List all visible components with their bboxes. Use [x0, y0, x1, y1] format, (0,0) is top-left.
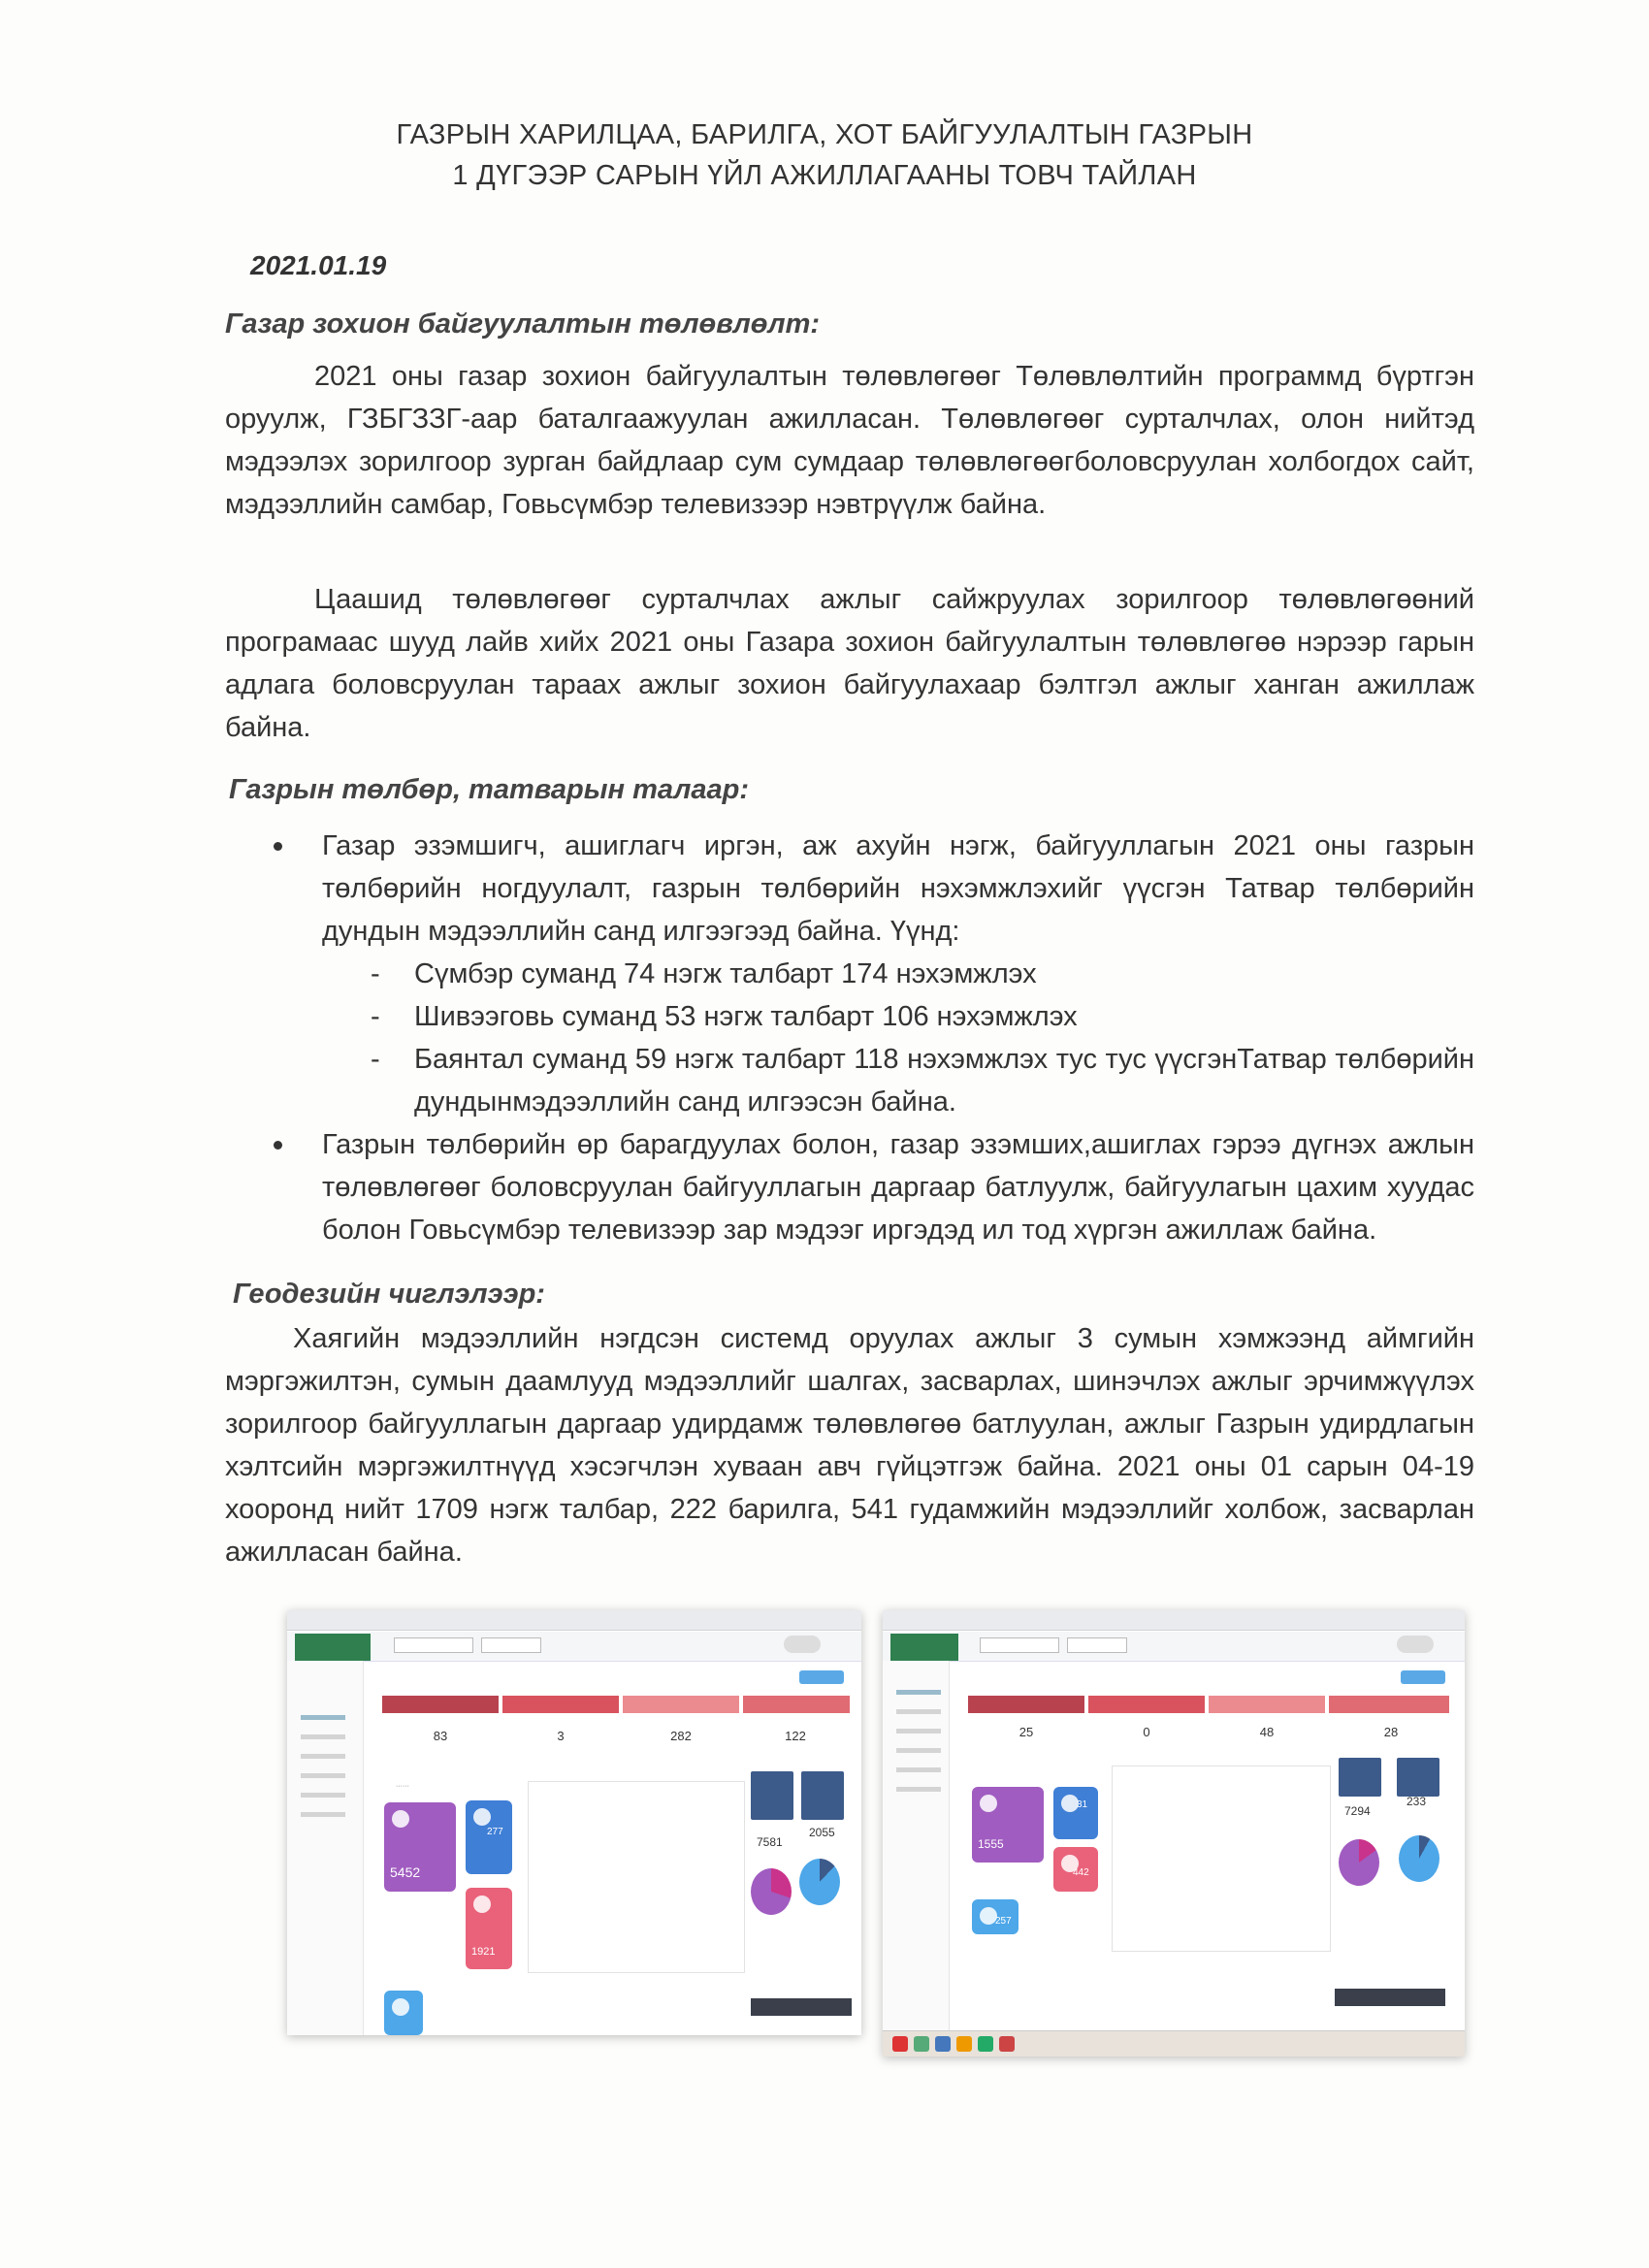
kpi-header: [1088, 1696, 1205, 1713]
summary-tile: [972, 1899, 1018, 1934]
kpi-header: [968, 1696, 1084, 1713]
tile-value: 442: [1073, 1867, 1089, 1878]
title-line-2: 1 ДҮГЭЭР САРЫН ҮЙЛ АЖИЛЛАГААНЫ ТОВЧ ТАЙЛАН: [452, 160, 1197, 191]
filter-select: [394, 1637, 473, 1653]
browser-tab-bar: [287, 1610, 861, 1631]
kpi-header: [1209, 1696, 1325, 1713]
dash-item: [322, 953, 1474, 995]
app-icon: [956, 2036, 972, 2052]
dashboard-screenshot-2: [883, 1610, 1465, 2057]
side-value: 7581: [757, 1835, 783, 1849]
avatar: [784, 1636, 821, 1653]
app-icon: [978, 2036, 993, 2052]
payments-bullet-list: [225, 825, 1474, 1251]
summary-tile: [384, 1991, 423, 2035]
kpi-header: [743, 1696, 850, 1713]
tile-value: 1921: [471, 1946, 496, 1958]
sidebar-item: [896, 1787, 941, 1792]
tile-value: 5452: [390, 1864, 421, 1880]
dash-text: Баянтал суманд 59 нэгж талбарт 118 нэхэмжлэх тус тус үүсгэнТатвар төлбөрийн дундынмэдээллийн санд илгээсэн байна.: [414, 1044, 1474, 1118]
tile-value: 277: [487, 1827, 503, 1837]
side-value: 233: [1406, 1795, 1427, 1808]
dashboard-header: [883, 1632, 1465, 1662]
summary-tile: [1053, 1787, 1098, 1839]
dashboard-button: [1401, 1670, 1445, 1684]
browser-tab-bar: [883, 1610, 1465, 1631]
section-heading-payments: Газрын төлбөр, татварын талаар:: [229, 774, 750, 805]
windows-taskbar: [883, 2030, 1465, 2057]
tile-value: 257: [995, 1916, 1012, 1927]
home-icon: [392, 1998, 409, 2016]
filter-select: [980, 1637, 1059, 1653]
tile-value: 1555: [978, 1837, 1004, 1851]
summary-tile: [384, 1802, 456, 1892]
avatar: [1397, 1636, 1434, 1653]
sidebar-item: [301, 1754, 345, 1759]
kpi-header: [382, 1696, 499, 1713]
kpi-header: [623, 1696, 739, 1713]
list-icon: [473, 1895, 491, 1913]
filter-select: [1067, 1637, 1127, 1653]
bullet-icon: [274, 842, 282, 851]
bullet-item: [225, 1123, 1474, 1251]
start-icon: [892, 2036, 908, 2052]
dashboard-sidebar: [287, 1661, 364, 2035]
bullet-text: Газар эзэмшигч, ашиглагч иргэн, аж ахуйн нэгж, байгууллагын 2021 оны газрын төлбөрийн ногдуулалт, газрын төлбөрийн нэхэмжлэхийг үүсгэн Татвар төлбөрийн дундын мэдээллийн санд илгээгээд байна. Үүнд:: [322, 830, 1474, 947]
sidebar-item: [301, 1715, 345, 1720]
bullet-icon: [274, 1141, 282, 1150]
footer-bar: [751, 1998, 852, 2016]
sidebar-item: [896, 1748, 941, 1753]
paragraph-text: 2021 оны газар зохион байгуулалтын төлөвлөгөөг Төлөвлөлтийн программд бүртгэн оруулж, ГЗБГЗЗГ-аар баталгаажуулан ажилласан. Төлөвлөгөөг сурталчлах, олон нийтэд мэдээлэх зорилгоор зурган байдлаар сум сумдаар төлөвлөгөөгболовсруулан холбогдох сайт, мэдээллийн самбар, Говьсүмбэр телевизээр нэвтрүүлж байна.: [225, 361, 1474, 520]
paragraph-geodesy: [225, 1317, 1474, 1573]
summary-tile: [1053, 1847, 1098, 1892]
home-icon: [473, 1808, 491, 1826]
bullet-item: [225, 825, 1474, 1123]
dash-item: [322, 1038, 1474, 1123]
dash-text: Шивээговь суманд 53 нэгж талбарт 106 нэхэмжлэх: [414, 1001, 1078, 1032]
section-heading-geodesy: Геодезийн чиглэлээр:: [233, 1279, 545, 1310]
sidebar-item: [301, 1793, 345, 1798]
title-line-1: ГАЗРЫН ХАРИЛЦАА, БАРИЛГА, ХОТ БАЙГУУЛАЛТЫН ГАЗРЫН: [396, 119, 1253, 150]
sidebar-item: [896, 1690, 941, 1695]
list-icon: [980, 1795, 997, 1812]
sidebar-item: [896, 1767, 941, 1772]
sidebar-item: [301, 1734, 345, 1739]
pie-chart: [1339, 1839, 1379, 1886]
kpi-value: 282: [670, 1729, 692, 1743]
info-box: [1397, 1758, 1439, 1797]
sidebar-item: [301, 1773, 345, 1778]
info-box: [1339, 1758, 1381, 1797]
kpi-value: 0: [1143, 1725, 1150, 1739]
sidebar-item: [896, 1729, 941, 1733]
dashboard-button: [799, 1670, 844, 1684]
line-chart-area: [528, 1781, 745, 1973]
app-icon: [914, 2036, 929, 2052]
info-box: [751, 1771, 793, 1820]
footer-bar: [1335, 1989, 1445, 2006]
dashboard-sidebar: [883, 1661, 950, 2031]
paragraph-text: Хаягийн мэдээллийн нэгдсэн системд оруулах ажлыг 3 сумын хэмжээнд аймгийн мэргэжилтэн, сумын даамлууд мэдээллийг шалгах, засварлах, шинэчлэх ажлыг эрчимжүүлэх зорилгоор байгууллагын даргаар удирдамж төлөвлөгөө батлуулан, ажлыг Газрын удирдлагын хэлтсийн мэргэжилтнүүд хэсэгчлэн хуваан авч гүйцэтгэж байна. 2021 оны 01 сарын 04-19 хооронд нийт 1709 нэгж талбар, 222 барилга, 541 гудамжийн мэдээллийг холбож, засварлан ажилласан байна.: [225, 1323, 1474, 1568]
info-box: [801, 1771, 844, 1820]
logo-icon: [890, 1634, 958, 1661]
dash-list: [225, 953, 1474, 1123]
kpi-value: 48: [1259, 1725, 1275, 1739]
pie-chart: [1399, 1835, 1439, 1882]
pie-chart: [799, 1859, 840, 1905]
logo-icon: [295, 1634, 371, 1661]
filter-select: [481, 1637, 541, 1653]
sidebar-item: [896, 1709, 941, 1714]
kpi-header: [1329, 1696, 1449, 1713]
app-icon: [999, 2036, 1015, 2052]
paragraph-planning-2: [225, 578, 1474, 749]
section-heading-planning: Газар зохион байгуулалтын төлөвлөлт:: [225, 308, 821, 340]
app-icon: [935, 2036, 951, 2052]
sidebar-item: [301, 1812, 345, 1817]
dash-icon: -: [371, 1001, 380, 1032]
dash-icon: -: [371, 1044, 380, 1075]
chart-caption: ······: [396, 1783, 409, 1790]
kpi-value: 83: [433, 1729, 448, 1743]
pie-chart: [751, 1868, 792, 1915]
report-date: 2021.01.19: [250, 250, 387, 280]
kpi-value: 122: [785, 1729, 806, 1743]
bullet-text: Газрын төлбөрийн өр барагдуулах болон, газар эзэмших,ашиглах гэрээ дүгнэх ажлын төлөвлөгөөг боловсруулан байгууллагын даргаар батлуулж, байгуулагын цахим хуудас болон Говьсүмбэр телевизээр зар мэдээг иргэдэд ил тод хүргэн ажиллаж байна.: [322, 1129, 1474, 1246]
dash-text: Сүмбэр суманд 74 нэгж талбарт 174 нэхэмжлэх: [414, 958, 1037, 989]
kpi-header: [502, 1696, 619, 1713]
side-value: 7294: [1344, 1804, 1371, 1818]
side-value: 2055: [809, 1826, 835, 1839]
summary-tile: [466, 1800, 512, 1874]
dashboard-screenshot-1: [287, 1610, 861, 2035]
list-icon: [392, 1810, 409, 1828]
paragraph-planning-1: [225, 355, 1474, 526]
document-title: [233, 114, 1416, 196]
line-chart-area: [1112, 1766, 1331, 1952]
dashboard-header: [287, 1632, 861, 1662]
summary-tile: [466, 1888, 512, 1969]
dash-icon: -: [371, 958, 380, 989]
kpi-value: 3: [557, 1729, 565, 1743]
kpi-value: 28: [1383, 1725, 1399, 1739]
tile-value: 31: [1077, 1799, 1088, 1810]
dash-item: [322, 995, 1474, 1038]
summary-tile: [972, 1787, 1044, 1863]
paragraph-text: Цаашид төлөвлөгөөг сурталчлах ажлыг сайжруулах зорилгоор төлөвлөгөөний програмаас шууд лайв хийх 2021 оны Газара зохион байгуулалтын төлөвлөгөө нэрээр гарын адлага боловсруулан тараах ажлыг зохион байгуулахаар бэлтгэл ажлыг ханган ажиллаж байна.: [225, 584, 1474, 743]
kpi-value: 25: [1018, 1725, 1034, 1739]
